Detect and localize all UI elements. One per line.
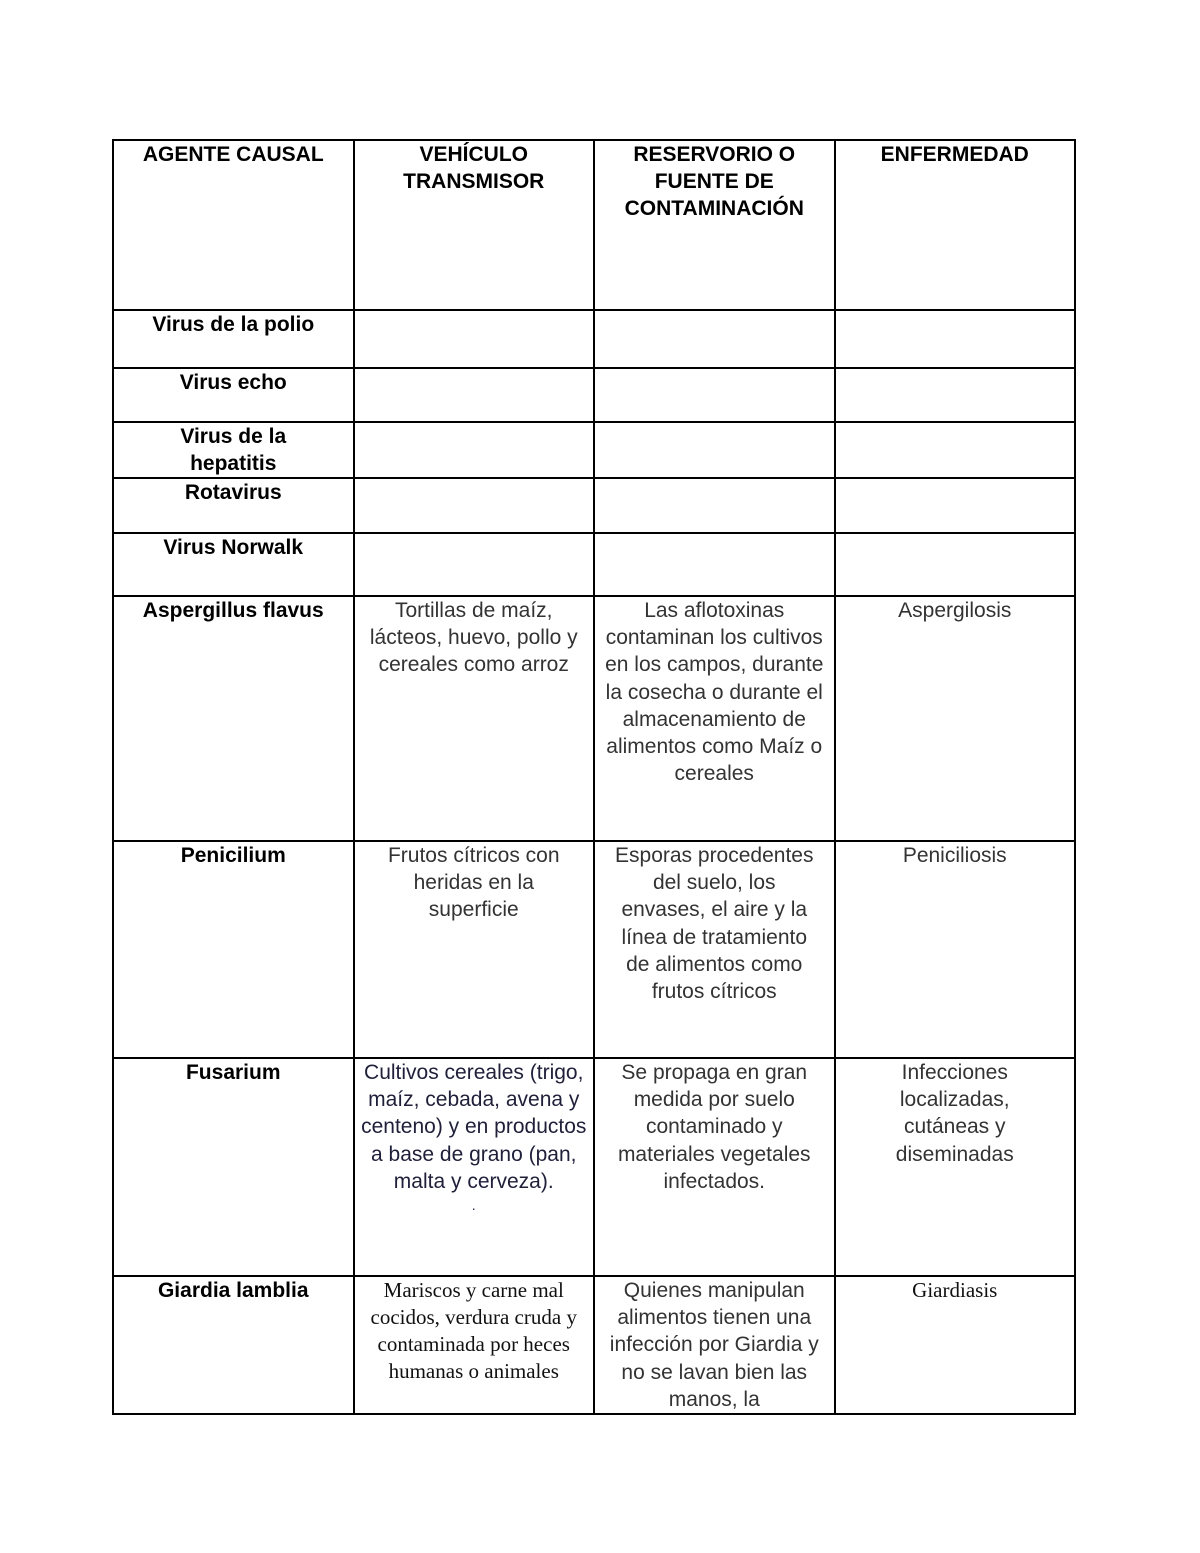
header-vehicle: VEHÍCULO TRANSMISOR — [354, 140, 595, 310]
disease-cell — [835, 422, 1076, 478]
table-header-row — [113, 140, 1075, 310]
vehicle-text: Cultivos cereales (trigo, maíz, cebada, avena y centeno) y en productos a base de grano (pan, malta y cerveza). — [361, 1061, 587, 1193]
agent-cell: Giardia lamblia — [113, 1276, 354, 1414]
disease-agents-table — [112, 139, 1076, 1415]
agent-cell: Rotavirus — [113, 478, 354, 533]
disease-cell: Aspergilosis — [835, 596, 1076, 841]
reservoir-cell: Quienes manipulan alimentos tienen una infección por Giardia y no se lavan bien las manos, la — [594, 1276, 835, 1414]
disease-cell: Peniciliosis — [835, 841, 1076, 1058]
vehicle-cell — [354, 1058, 595, 1276]
vehicle-cell: Tortillas de maíz, lácteos, huevo, pollo y cereales como arroz — [354, 596, 595, 841]
agent-cell: Virus de la hepatitis — [113, 422, 354, 478]
table-row — [113, 422, 1075, 478]
header-agent-causal: AGENTE CAUSAL — [113, 140, 354, 310]
vehicle-cell — [354, 478, 595, 533]
table-row — [113, 841, 1075, 1058]
disease-cell: Giardiasis — [835, 1276, 1076, 1414]
agent-cell: Virus echo — [113, 368, 354, 422]
disease-cell — [835, 368, 1076, 422]
reservoir-cell — [594, 533, 835, 596]
disease-cell — [835, 310, 1076, 368]
vehicle-note: . — [471, 1197, 476, 1214]
disease-cell — [835, 478, 1076, 533]
agent-cell: Aspergillus flavus — [113, 596, 354, 841]
table-row — [113, 478, 1075, 533]
reservoir-cell — [594, 478, 835, 533]
reservoir-cell — [594, 422, 835, 478]
table-row — [113, 533, 1075, 596]
disease-cell: Infecciones localizadas, cutáneas y diseminadas — [835, 1058, 1076, 1276]
agent-cell: Virus Norwalk — [113, 533, 354, 596]
reservoir-cell: Las aflotoxinas contaminan los cultivos en los campos, durante la cosecha o durante el almacenamiento de alimentos como Maíz o cereales — [594, 596, 835, 841]
table-row — [113, 1058, 1075, 1276]
vehicle-cell: Frutos cítricos con heridas en la superficie — [354, 841, 595, 1058]
header-reservoir: RESERVORIO O FUENTE DE CONTAMINACIÓN — [594, 140, 835, 310]
table-row — [113, 368, 1075, 422]
reservoir-cell: Esporas procedentes del suelo, los envases, el aire y la línea de tratamiento de alimentos como frutos cítricos — [594, 841, 835, 1058]
vehicle-cell: Mariscos y carne mal cocidos, verdura cruda y contaminada por heces humanas o animales — [354, 1276, 595, 1414]
vehicle-cell — [354, 422, 595, 478]
table-row — [113, 1276, 1075, 1414]
table-row — [113, 310, 1075, 368]
table-row — [113, 596, 1075, 841]
vehicle-cell — [354, 310, 595, 368]
reservoir-cell — [594, 368, 835, 422]
agent-cell: Fusarium — [113, 1058, 354, 1276]
header-disease: ENFERMEDAD — [835, 140, 1076, 310]
disease-cell — [835, 533, 1076, 596]
agent-cell: Virus de la polio — [113, 310, 354, 368]
agent-cell: Penicilium — [113, 841, 354, 1058]
reservoir-cell — [594, 310, 835, 368]
vehicle-cell — [354, 368, 595, 422]
reservoir-cell: Se propaga en gran medida por suelo contaminado y materiales vegetales infectados. — [594, 1058, 835, 1276]
vehicle-cell — [354, 533, 595, 596]
